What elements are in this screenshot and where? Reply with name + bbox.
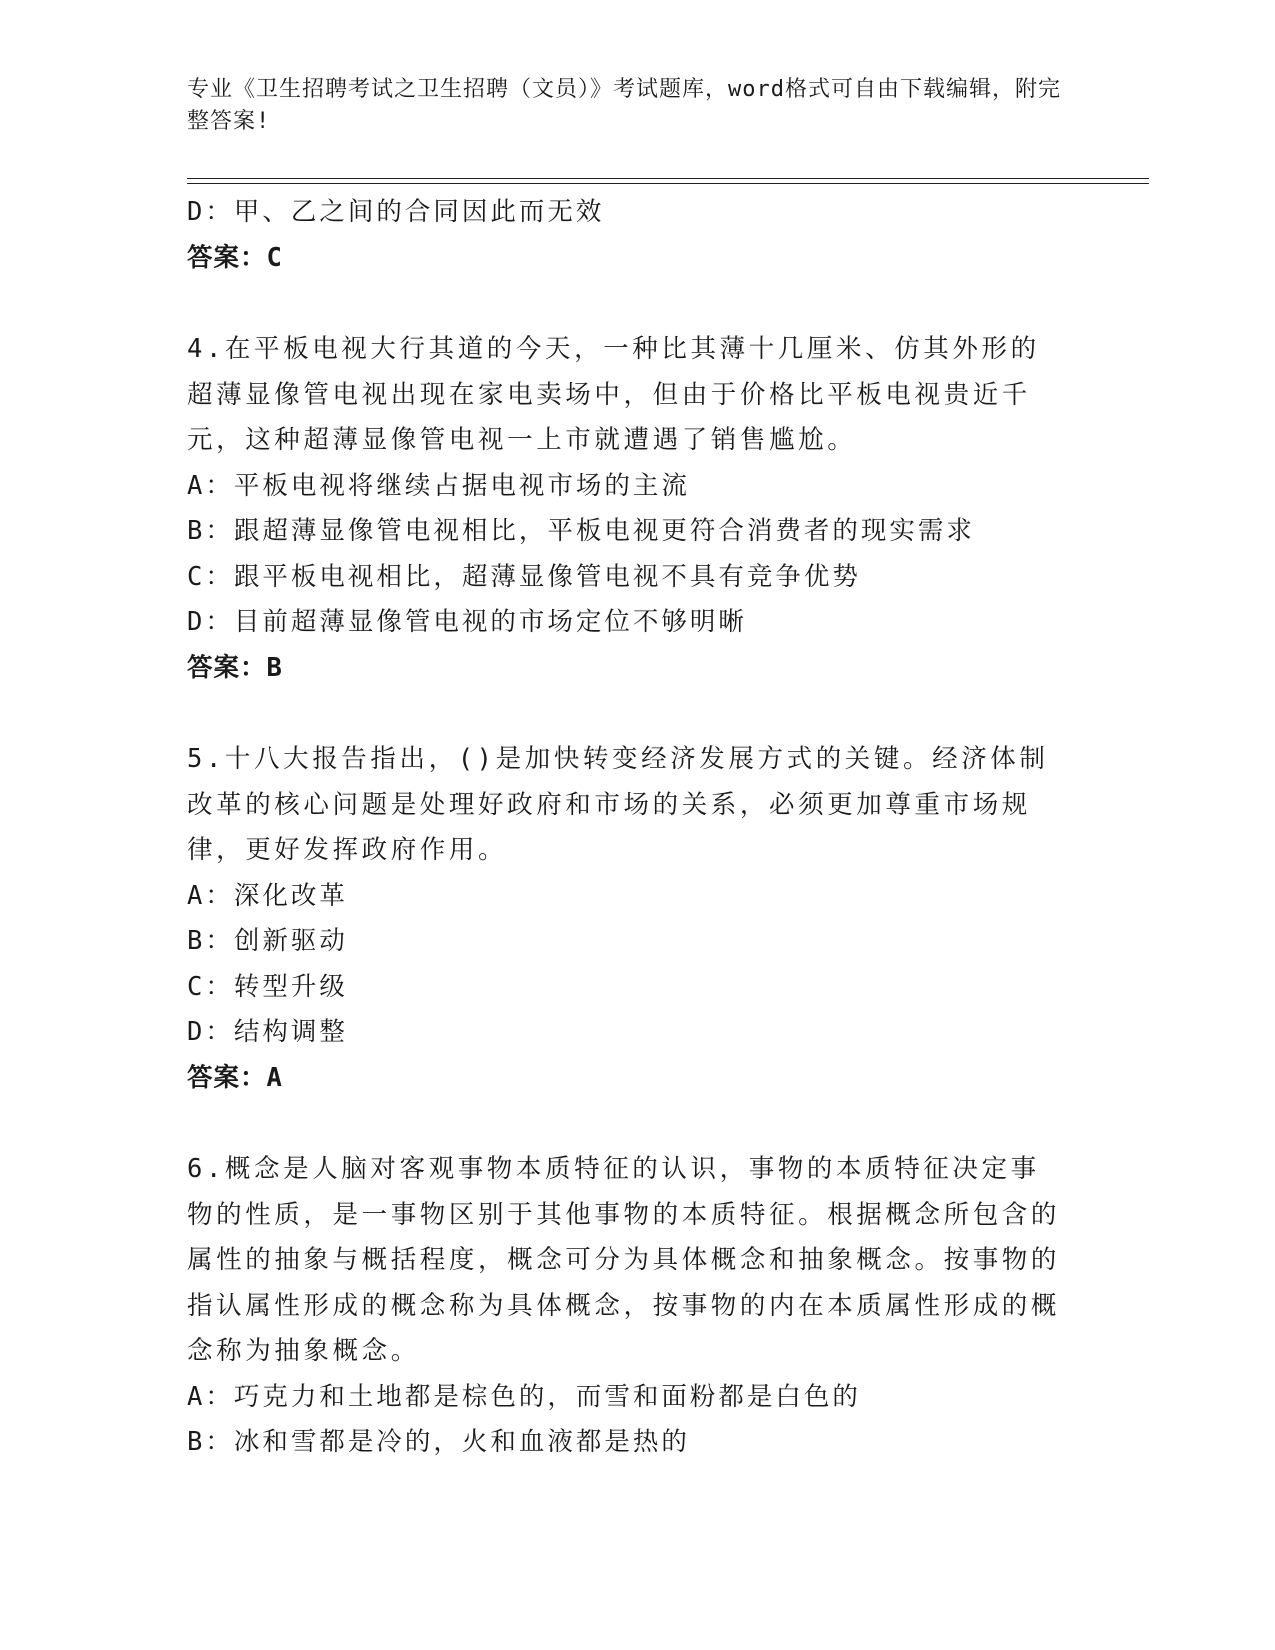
- question-stem: 5.十八大报告指出，()是加快转变经济发展方式的关键。经济体制改革的核心问题是处理好政府和市场的关系，必须更加尊重市场规律，更好发挥政府作用。: [187, 744, 1049, 865]
- option-d: D：甲、乙之间的合同因此而无效: [187, 197, 605, 227]
- option-d: D：目前超薄显像管电视的市场定位不够明晰: [187, 607, 747, 637]
- option-a: A：深化改革: [187, 880, 348, 911]
- question-5: [187, 737, 1067, 1101]
- option-b: B：冰和雪都是冷的，火和血液都是热的: [187, 1427, 690, 1457]
- option-b: B：跟超薄显像管电视相比，平板电视更符合消费者的现实需求: [187, 516, 975, 546]
- option-a: A：巧克力和土地都是棕色的，而雪和面粉都是白色的: [187, 1381, 861, 1412]
- question-stem: 4.在平板电视大行其道的今天，一种比其薄十几厘米、仿其外形的超薄显像管电视出现在家电卖场中，但由于价格比平板电视贵近千元，这种超薄显像管电视一上市就遭遇了销售尴尬。: [187, 334, 1040, 455]
- spacer: [187, 1101, 1067, 1147]
- option-d: D：结构调整: [187, 1017, 348, 1047]
- option-b: B：创新驱动: [187, 926, 348, 956]
- option-c: C：跟平板电视相比，超薄显像管电视不具有竞争优势: [187, 561, 861, 592]
- spacer: [187, 281, 1067, 327]
- answer: 答案：B: [187, 652, 283, 683]
- header-rule-top: [187, 178, 1149, 179]
- question-list: [187, 190, 1067, 1466]
- answer: 答案：C: [187, 242, 283, 273]
- option-c: C：转型升级: [187, 971, 348, 1002]
- option-a: A：平板电视将继续占据电视市场的主流: [187, 470, 690, 501]
- question-4: [187, 327, 1067, 691]
- header-rule-bottom: [187, 183, 1149, 184]
- question-stem: 6.概念是人脑对客观事物本质特征的认识，事物的本质特征决定事物的性质，是一事物区别于其他事物的本质特征。根据概念所包含的属性的抽象与概括程度，概念可分为具体概念和抽象概念。按事物的指认属性形成的概念称为具体概念，按事物的内在本质属性形成的概念称为抽象概念。: [187, 1154, 1061, 1366]
- question-3-tail: [187, 190, 1067, 281]
- page-header: 专业《卫生招聘考试之卫生招聘（文员）》考试题库，word格式可自由下载编辑，附完整答案!: [187, 77, 1061, 134]
- spacer: [187, 691, 1067, 737]
- answer: 答案：A: [187, 1062, 283, 1093]
- question-6: [187, 1147, 1067, 1466]
